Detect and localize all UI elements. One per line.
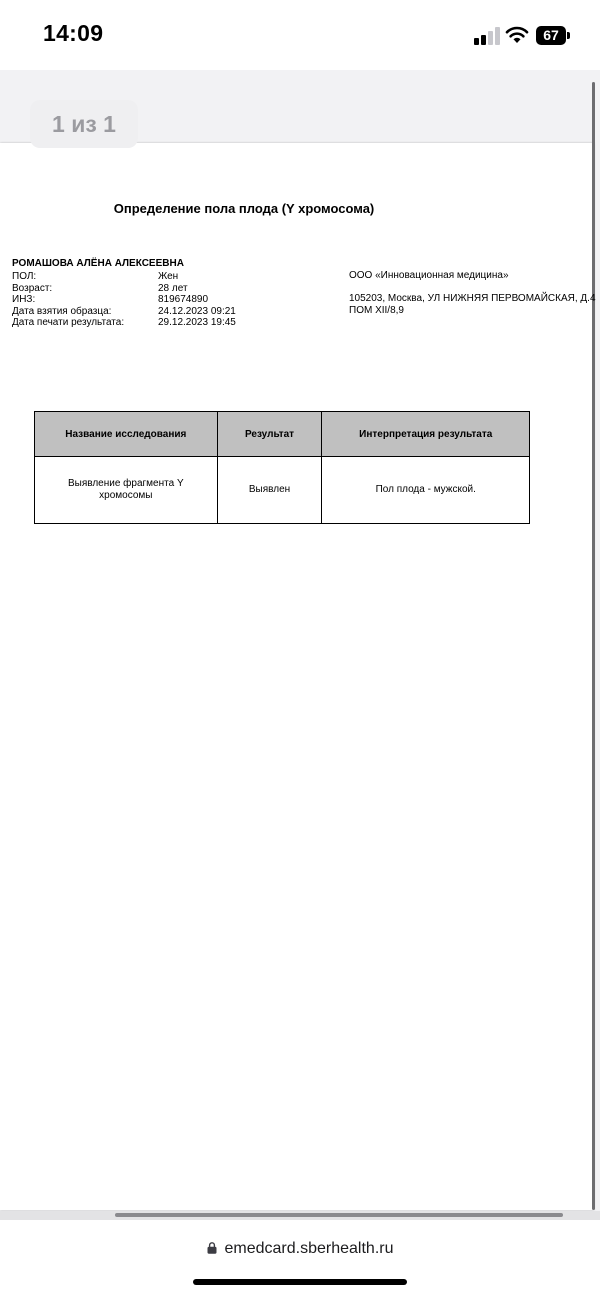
page-counter: 1 из 1 [30,100,138,148]
wifi-icon [505,24,529,44]
results-table [34,411,530,524]
info-value-print-date: 29.12.2023 19:45 [158,317,236,328]
address-bar[interactable] [0,1240,600,1258]
table-row [35,457,530,524]
clinic-name: ООО «Инновационная медицина» [349,270,509,281]
cellular-signal-icon [474,27,500,45]
info-label-print-date: Дата печати результата: [12,317,125,328]
clinic-address-line1: 105203, Москва, УЛ НИЖНЯЯ ПЕРВОМАЙСКАЯ, Д.4 [349,293,596,304]
battery-icon [536,26,570,45]
browser-bottom-bar [0,1220,600,1297]
home-indicator[interactable] [193,1279,407,1285]
lock-icon [207,1241,217,1254]
clinic-address-line2: ПОМ XII/8,9 [349,304,404,316]
battery-level: 67 [543,27,559,43]
document-title: Определение пола плода (Y хромосома) [113,201,375,216]
clinic-address [349,293,596,316]
cell-interpretation: Пол плода - мужской. [322,457,530,524]
info-value-age: 28 лет [158,282,188,294]
url-text: emedcard.sberhealth.ru [224,1240,394,1257]
patient-info-labels [12,271,124,329]
info-value-sex: Жен [158,271,179,282]
info-value-inz: 819674890 [158,294,209,305]
table-header-row [35,412,530,457]
info-label-inz: ИНЗ: [12,294,36,305]
header-result: Результат [217,412,322,457]
vertical-scrollbar[interactable] [592,82,595,1210]
header-interpretation: Интерпретация результата [322,412,530,457]
header-test-name: Название исследования [35,412,218,457]
status-bar [0,0,600,70]
cell-test-name: Выявление фрагмента Y хромосомы [35,457,218,524]
status-time: 14:09 [43,20,104,46]
info-value-sample-date: 24.12.2023 09:21 [158,305,236,317]
patient-name: РОМАШОВА АЛЁНА АЛЕКСЕЕВНА [12,258,184,269]
horizontal-scrollbar[interactable] [115,1213,563,1217]
info-label-age: Возраст: [12,282,53,294]
info-label-sex: ПОЛ: [12,271,37,282]
cell-result: Выявлен [217,457,322,524]
info-label-sample-date: Дата взятия образца: [12,305,112,317]
patient-info-values [158,271,236,329]
